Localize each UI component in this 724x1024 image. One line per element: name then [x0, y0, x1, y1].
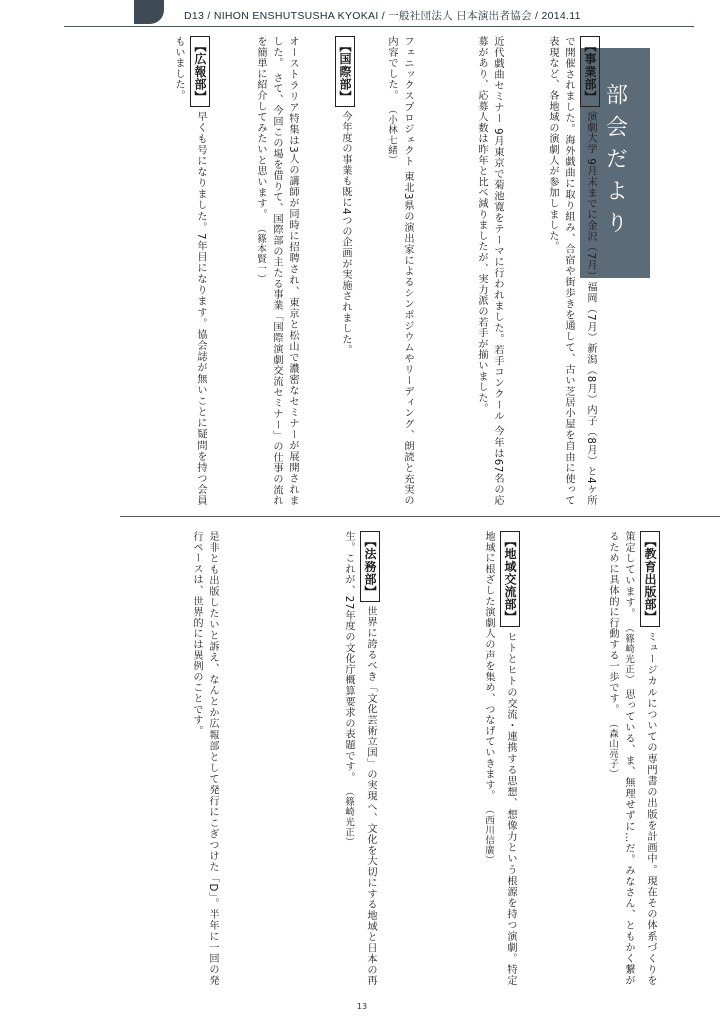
- article-column: [510, 36, 600, 506]
- article-column: [60, 36, 210, 506]
- author-signature: （篠崎光正）: [343, 786, 354, 848]
- article-column: [390, 531, 520, 986]
- author-signature: （篠本賢一）: [255, 223, 266, 285]
- section-title: 【事業部】: [580, 36, 600, 107]
- section-title: 【教育出版部】: [640, 531, 660, 627]
- page-header: [64, 0, 694, 27]
- article-text: さて、今回この場を借りて、国際部の主たる事業「国際演劇交流セミナー」の仕事の流れを簡単に紹介してみたいと思います。: [255, 36, 282, 506]
- article-column: [420, 36, 505, 506]
- article-text: 近代戯曲セミナー 9月東京で菊池寛をテーマに行われました。若手コンクール 今年は67名の応募があり、応募人数は昨年と比べ減りましたが、実力派の若手が揃いました。: [476, 36, 503, 506]
- author-signature: （西川信廣）: [483, 804, 494, 866]
- article-text: 思っている、ま、無理せずに…だ。みなさん、ともかく繋がるために具体的に行動する一歩です。: [607, 531, 634, 986]
- article-column: [220, 36, 300, 506]
- author-signature: （森山亮子）: [607, 718, 618, 780]
- section-title: 【法務部】: [360, 531, 380, 602]
- article-column: [60, 531, 220, 986]
- divider: [120, 516, 720, 517]
- section-title: 【国際部】: [335, 36, 355, 107]
- article-column: [305, 36, 355, 506]
- author-signature: （小林七緒）: [386, 104, 397, 166]
- author-signature: （篠崎光正）: [623, 623, 634, 685]
- article-text: ヒトとヒトの交流・連携する思想、想像力という根源を持つ演劇。特定地域に根ざした演劇人の声を集め、つなげていきます。: [483, 531, 516, 986]
- page-body: [60, 36, 700, 996]
- article-text: 今年度の事業も既に4つの企画が実施されました。: [340, 110, 351, 356]
- d-logo: [134, 0, 164, 24]
- article-text: 演劇大学 9月末までに金沢（7月）福岡（7月）新潟（8月）内子（8月）と4ケ所で開催されました。海外戯曲に取り組み、合宿や街歩きを通して、古い芝居小屋を自由に使って表現など、各地域の演劇人が参加しました。: [547, 36, 596, 506]
- article-text: 世界に誇るべき「文化芸術立国」の実現へ、文化を大切にする地域と日本の再生。これが、27年度の文化庁概算要求の表題です。: [343, 531, 376, 986]
- article-text: 早くも号になりました。7年目になります。協会誌が無いことに疑問を持つ会員もいました。: [173, 36, 206, 506]
- section-title: 【広報部】: [190, 36, 210, 107]
- article-column: [360, 36, 415, 506]
- article-text: 是非とも出版したいと訴え、なんとか広報部として発行にこぎつけた「D」。半年に一回の発行ペースは、世界的には異例のことです。: [191, 531, 218, 986]
- header-text: D13 / NIHON ENSHUTSUSHA KYOKAI / 一般社団法人 日本演出者協会 / 2014.11: [184, 10, 581, 22]
- article-column: [230, 531, 380, 986]
- article-column: [530, 531, 660, 986]
- article-text: ミュージカルについての専門書の出版を計画中。現在その体系づくりを策定しています。: [623, 531, 656, 986]
- article-text: オーストラリア特集は3人の講師が同時に招聘され、東京と松山で濃密なセミナーが展開されました。: [271, 36, 298, 506]
- section-title: 【地域交流部】: [500, 531, 520, 627]
- article-text: フェニックスプロジェクト 東北3県の演出家によるシンポジウムやリーディング、朗読と充実の内容でした。: [386, 36, 413, 506]
- section-banner: 部会だより: [580, 48, 650, 278]
- page-number: 13: [356, 1002, 368, 1011]
